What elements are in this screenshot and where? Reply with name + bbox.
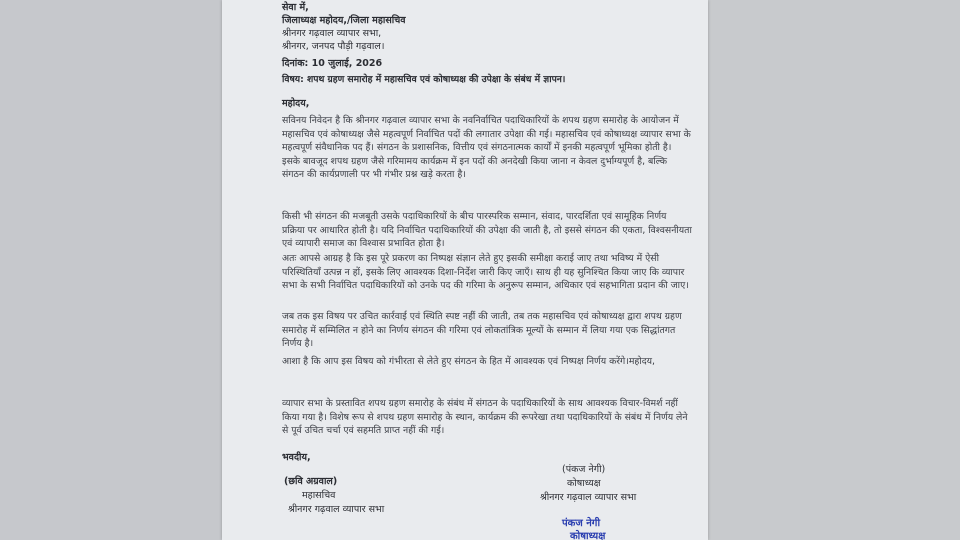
paragraph-1: सविनय निवेदन है कि श्रीनगर गढ़वाल व्यापार सभा के नवनिर्वाचित पदाधिकारियों के शपथ ग्रहण समारोह के आयोजन में महासचिव एवं कोषाध्यक्ष जैसे महत्वपूर्ण निर्वाचित पदों की लगातार उपेक्षा की गई। महासचिव एवं कोषाध्यक्ष व्यापार सभा के महत्वपूर्ण संवैधानिक पद हैं। संगठन के प्रशासनिक, वित्तीय एवं संगठनात्मक कार्यों में इनकी महत्वपूर्ण भूमिका होती है। इसके बावजूद शपथ ग्रहण जैसे गरिमामय कार्यक्रम में इन पदों की अनदेखी किया जाना न केवल दुर्भाग्यपूर्ण है, बल्कि संगठन की कार्यप्रणाली पर भी गंभीर प्रश्न खड़े करता है। — [282, 115, 691, 181]
to-line-3: श्रीनगर गढ़वाल व्यापार सभा, — [282, 28, 382, 39]
stamp-title: कोषाध्यक्ष — [570, 531, 606, 540]
paragraph-3: अतः आपसे आग्रह है कि इस पूरे प्रकरण का निष्पक्ष संज्ञान लेते हुए इसकी समीक्षा कराई जाए तथा भविष्य में ऐसी परिस्थितियाँ उत्पन्न न हों, इसके लिए आवश्यक दिशा-निर्देश जारी किए जाएँ। साथ ही यह सुनिश्चित किया जाए कि व्यापार सभा के सभी निर्वाचित पदाधिकारियों को उनके पद की गरिमा के अनुरूप सम्मान, अधिकार एवं सहभागिता प्रदान की जाए। — [282, 253, 689, 292]
paragraph-4: जब तक इस विषय पर उचित कार्रवाई एवं स्थिति स्पष्ट नहीं की जाती, तब तक महासचिव एवं कोषाध्यक्ष द्वारा शपथ ग्रहण समारोह में सम्मिलित न होने का निर्णय संगठन की गरिमा एवं लोकतांत्रिक मूल्यों के सम्मान में लिया गया एक सिद्धांतगत निर्णय है। — [282, 311, 682, 350]
paragraph-6: व्यापार सभा के प्रस्तावित शपथ ग्रहण समारोह के संबंध में संगठन के पदाधिकारियों के साथ आवश्यक विचार-विमर्श नहीं किया गया है। विशेष रूप से शपथ ग्रहण समारोह के स्थान, कार्यक्रम की रूपरेखा तथा पदाधिकारियों के संबंध में निर्णय लेने से पूर्व उचित चर्चा एवं सहमति प्राप्त नहीं की गई। — [282, 398, 688, 437]
stamp-name: पंकज नेगी — [562, 518, 601, 529]
to-line-1: सेवा में, — [282, 2, 309, 13]
background-right — [708, 0, 960, 540]
letter-date: दिनांक: 10 जुलाई, 2026 — [282, 58, 383, 69]
signer-left-title: महासचिव — [302, 490, 336, 501]
background-left — [0, 0, 222, 540]
letter-page — [222, 0, 708, 540]
signer-right-org: श्रीनगर गढ़वाल व्यापार सभा — [540, 492, 637, 503]
salutation: महोदय, — [282, 98, 310, 109]
paragraph-2: किसी भी संगठन की मजबूती उसके पदाधिकारियों के बीच पारस्परिक सम्मान, संवाद, पारदर्शिता एवं सामूहिक निर्णय प्रक्रिया पर आधारित होती है। यदि निर्वाचित पदाधिकारियों की उपेक्षा की जाती है, तो इससे संगठन की एकता, विश्वसनीयता एवं व्यापारी समाज का विश्वास प्रभावित होता है। — [282, 211, 692, 250]
letter-subject: विषय: शपथ ग्रहण समारोह में महासचिव एवं कोषाध्यक्ष की उपेक्षा के संबंध में ज्ञापन। — [282, 74, 566, 85]
to-line-4: श्रीनगर, जनपद पौड़ी गढ़वाल। — [282, 41, 385, 52]
paragraph-5: आशा है कि आप इस विषय को गंभीरता से लेते हुए संगठन के हित में आवश्यक एवं निष्पक्ष निर्णय करेंगे।महोदय, — [282, 356, 656, 367]
signer-left-org: श्रीनगर गढ़वाल व्यापार सभा — [288, 504, 385, 515]
signer-right-title: कोषाध्यक्ष — [567, 478, 601, 489]
signer-left-name: (छवि अग्रवाल) — [284, 476, 338, 487]
signer-right-name: (पंकज नेगी) — [562, 464, 606, 475]
to-line-2: जिलाध्यक्ष महोदय,/जिला महासचिव — [282, 15, 406, 26]
closing: भवदीय, — [282, 452, 311, 463]
